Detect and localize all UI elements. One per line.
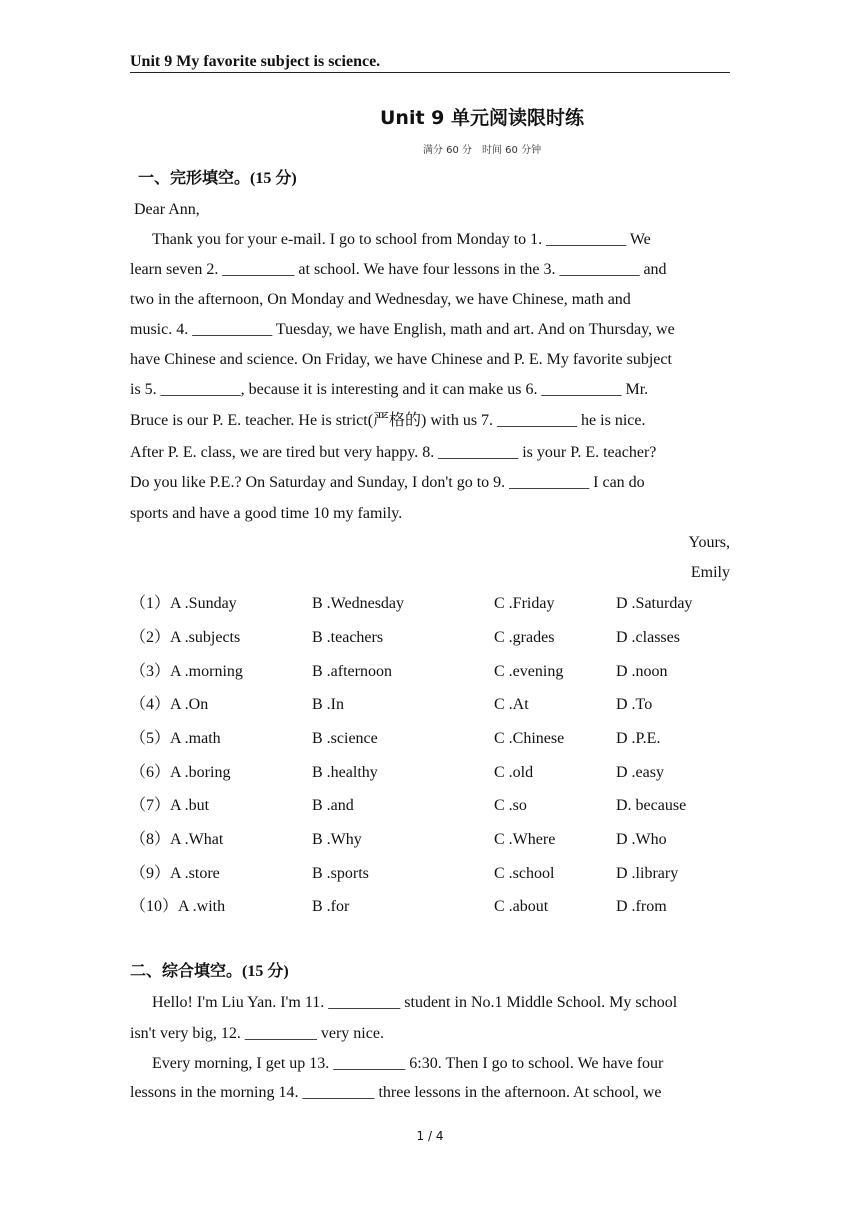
option-row-1 xyxy=(130,594,730,614)
letter-line-3: two in the afternoon, On Monday and Wednesday, we have Chinese, math and xyxy=(130,291,631,308)
letter-signature: Emily xyxy=(690,564,730,581)
option-a: （2）A .subjects xyxy=(130,629,241,646)
letter-line-4: music. 4. __________ Tuesday, we have English, math and art. And on Thursday, we xyxy=(130,321,675,338)
section1-heading-score: (15 分) xyxy=(250,170,297,187)
option-row-10 xyxy=(130,897,730,917)
option-c: C .old xyxy=(494,764,534,781)
letter-closing: Yours, xyxy=(688,534,730,551)
section2-heading xyxy=(130,961,289,982)
letter-salutation: Dear Ann, xyxy=(130,201,200,218)
passage2-line-4: lessons in the morning 14. _________ three lessons in the afternoon. At school, we xyxy=(130,1084,662,1101)
running-header: Unit 9 My favorite subject is science. xyxy=(130,53,381,70)
option-c: C .evening xyxy=(494,663,564,680)
option-b: B .sports xyxy=(312,865,369,882)
option-b: B .for xyxy=(312,898,350,915)
worksheet-title: Unit 9 单元阅读限时练 xyxy=(380,107,584,129)
option-d: D .P.E. xyxy=(616,730,661,747)
option-d: D .easy xyxy=(616,764,664,781)
option-b: B .healthy xyxy=(312,764,378,781)
option-c: C .so xyxy=(494,797,527,814)
option-c: C .At xyxy=(494,696,529,713)
option-a: （3）A .morning xyxy=(130,663,243,680)
option-d: D .Saturday xyxy=(616,595,693,612)
section1-heading-cn: 一、完形填空。 xyxy=(138,168,251,187)
letter-line-2: learn seven 2. _________ at school. We have four lessons in the 3. __________ and xyxy=(130,261,667,278)
option-d: D .To xyxy=(616,696,653,713)
section2-heading-score: (15 分) xyxy=(242,963,289,980)
section2-heading-cn: 二、综合填空。 xyxy=(130,961,243,980)
option-b: B .afternoon xyxy=(312,663,392,680)
option-c: C .Friday xyxy=(494,595,555,612)
header-rule xyxy=(130,72,730,73)
worksheet-subtitle: 满分 60 分 时间 60 分钟 xyxy=(422,145,542,156)
option-a: （4）A .On xyxy=(130,696,209,713)
letter-line-5: have Chinese and science. On Friday, we have Chinese and P. E. My favorite subject xyxy=(130,351,672,368)
option-b: B .science xyxy=(312,730,378,747)
option-b: B .teachers xyxy=(312,629,384,646)
option-a: （5）A .math xyxy=(130,730,221,747)
option-row-8 xyxy=(130,830,730,850)
letter-line-8: After P. E. class, we are tired but very happy. 8. __________ is your P. E. teacher? xyxy=(130,444,657,461)
option-a: （1）A .Sunday xyxy=(130,595,237,612)
option-row-9 xyxy=(130,864,730,884)
page-number: 1 / 4 xyxy=(416,1129,444,1143)
option-row-3 xyxy=(130,662,730,682)
option-b: B .Why xyxy=(312,831,362,848)
option-c: C .grades xyxy=(494,629,555,646)
option-b: B .Wednesday xyxy=(312,595,405,612)
passage2-line-3: Every morning, I get up 13. _________ 6:30. Then I go to school. We have four xyxy=(152,1055,664,1072)
letter-line-6: is 5. __________, because it is interesting and it can make us 6. __________ Mr. xyxy=(130,381,649,398)
option-d: D .noon xyxy=(616,663,668,680)
option-a: （6）A .boring xyxy=(130,764,231,781)
option-row-4 xyxy=(130,695,730,715)
option-c: C .Where xyxy=(494,831,556,848)
passage2-line-2: isn't very big, 12. _________ very nice. xyxy=(130,1025,384,1042)
option-a: （8）A .What xyxy=(130,831,224,848)
option-d: D .library xyxy=(616,865,679,882)
option-d: D .from xyxy=(616,898,667,915)
letter-line-10: sports and have a good time 10 my family. xyxy=(130,505,403,522)
letter-line-9: Do you like P.E.? On Saturday and Sunday, I don't go to 9. __________ I can do xyxy=(130,474,645,491)
letter-line-7: Bruce is our P. E. teacher. He is strict(严格的) with us 7. __________ he is nice. xyxy=(130,412,646,429)
option-a: （10）A .with xyxy=(130,898,226,915)
option-c: C .about xyxy=(494,898,549,915)
passage2-line-1: Hello! I'm Liu Yan. I'm 11. _________ student in No.1 Middle School. My school xyxy=(152,994,678,1011)
option-row-2 xyxy=(130,628,730,648)
option-row-5 xyxy=(130,729,730,749)
option-d: D .classes xyxy=(616,629,680,646)
option-d: D. because xyxy=(616,797,687,814)
option-a: （7）A .but xyxy=(130,797,210,814)
option-row-6 xyxy=(130,763,730,783)
option-c: C .school xyxy=(494,865,555,882)
option-b: B .and xyxy=(312,797,354,814)
letter-line-1: Thank you for your e-mail. I go to school from Monday to 1. __________ We xyxy=(152,231,651,248)
option-b: B .In xyxy=(312,696,344,713)
option-c: C .Chinese xyxy=(494,730,565,747)
option-d: D .Who xyxy=(616,831,667,848)
option-a: （9）A .store xyxy=(130,865,220,882)
option-row-7 xyxy=(130,796,730,816)
section1-heading xyxy=(138,168,297,189)
